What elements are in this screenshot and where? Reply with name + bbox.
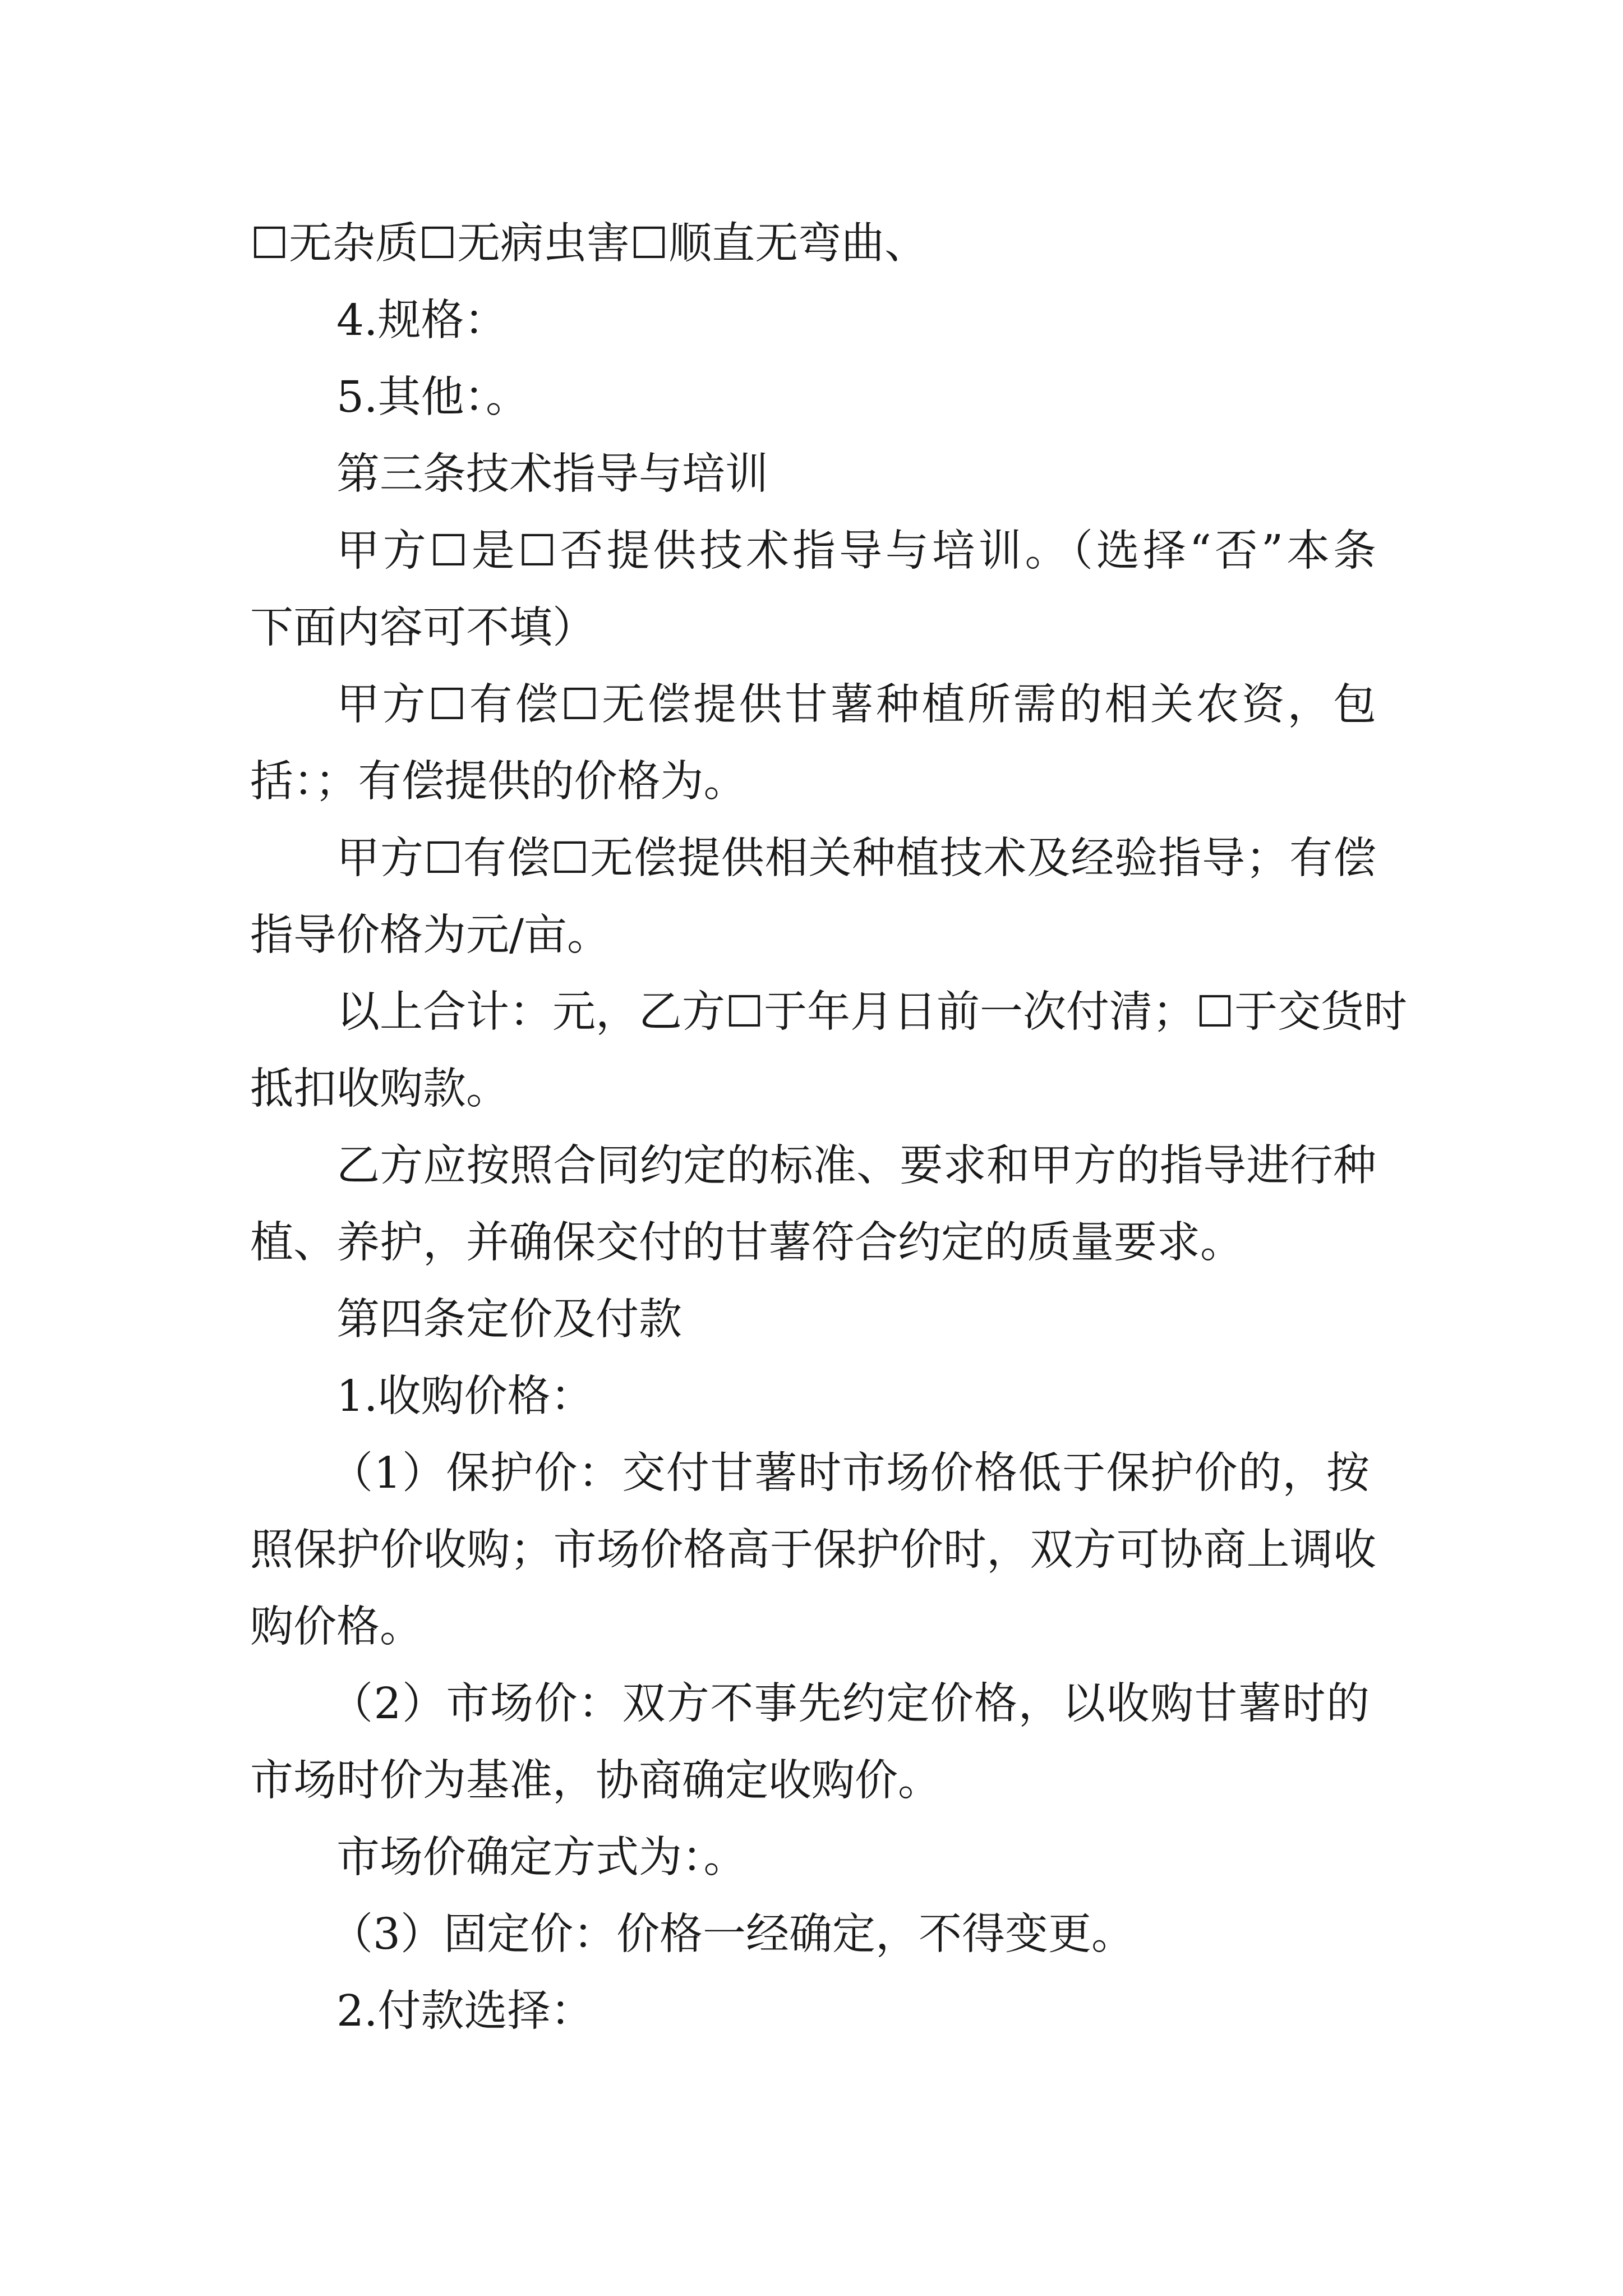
paragraph-line: 市场价确定方式为：。: [336, 1833, 747, 1883]
paragraph-line: （3）固定价：价格一经确定，不得变更。: [330, 1910, 1135, 1959]
article-4-heading: 第四条定价及付款: [336, 1295, 682, 1345]
paragraph-line: 甲方☐是☐否提供技术指导与培训。（选择“否”本条: [336, 526, 1376, 576]
paragraph-line: （2）市场价：双方不事先约定价格，以收购甘薯时的: [330, 1679, 1370, 1729]
quality-options-line: ☐无杂质☐无病虫害☐顺直无弯曲、: [250, 219, 928, 269]
paragraph-line: 下面内容可不填）: [250, 603, 596, 653]
article-3-heading: 第三条技术指导与培训: [336, 449, 768, 499]
paragraph-line: 植、养护，并确保交付的甘薯符合约定的质量要求。: [250, 1218, 1243, 1268]
paragraph-line: 甲方☐有偿☐无偿提供相关种植技术及经验指导；有偿: [336, 834, 1376, 884]
paragraph-line: 乙方应按照合同约定的标准、要求和甲方的指导进行种: [336, 1141, 1376, 1191]
paragraph-line: 购价格。: [250, 1602, 423, 1652]
other-item: 5.其他：。: [336, 372, 529, 422]
purchase-price-item: 1.收购价格：: [336, 1372, 594, 1421]
spec-item: 4.规格：: [336, 296, 508, 346]
paragraph-line: 抵扣收购款。: [250, 1064, 509, 1114]
paragraph-line: （1）保护价：交付甘薯时市场价格低于保护价的，按: [330, 1448, 1370, 1498]
paragraph-line: 指导价格为元/亩。: [250, 910, 610, 960]
paragraph-line: 照保护价收购；市场价格高于保护价时，双方可协商上调收: [250, 1525, 1376, 1575]
paragraph-line: 括：；有偿提供的价格为。: [250, 757, 747, 807]
paragraph-line: 甲方☐有偿☐无偿提供甘薯种植所需的相关农资，包: [336, 680, 1376, 730]
paragraph-line: 以上合计：元，乙方☐于年月日前一次付清；☐于交货时: [336, 987, 1408, 1037]
payment-choice-item: 2.付款选择：: [336, 1986, 594, 2036]
paragraph-line: 市场时价为基准，协商确定收购价。: [250, 1756, 941, 1806]
